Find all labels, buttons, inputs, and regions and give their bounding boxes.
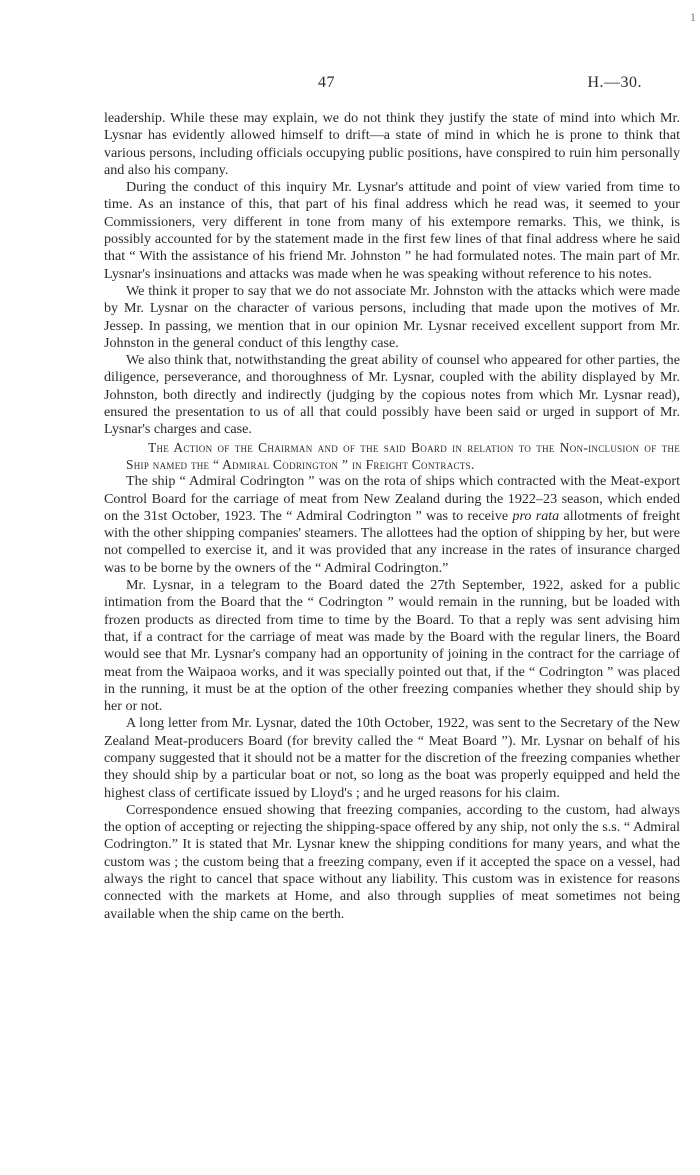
paragraph: We also think that, notwithstanding the great ability of counsel who appeared for other parties, the diligence, perseverance, and thoroughness of Mr. Lysnar, coupled with the ability displayed by Mr. Johnston, both directly and indirectly (judging by the copious notes from which Mr. Lysnar read), ensured the presentation to us of all that could possibly have been said or urged in support of Mr. Lysnar's charges and case. [104, 352, 680, 438]
page-number: 47 [318, 74, 335, 91]
edge-mark: 1 [690, 10, 696, 24]
document-body [104, 110, 680, 923]
paragraph: During the conduct of this inquiry Mr. Lysnar's attitude and point of view varied from time to time. As an instance of this, that part of his final address which he read was, it seemed to your Commissioners, very different in tone from many of his extempore remarks. This, we think, is possibly accounted for by the statement made in the first few lines of that final address where he said that “ With the assistance of his friend Mr. Johnston ” he had formulated notes. The main part of Mr. Lysnar's insinuations and attacks was made when he was speaking without reference to his notes. [104, 179, 680, 282]
paragraph: leadership. While these may explain, we do not think they justify the state of mind into which Mr. Lysnar has evidently allowed himself to drift—a state of mind in which he is prone to think that various persons, including officials occupying public positions, have conspired to ruin him personally and also his company. [104, 110, 680, 178]
paragraph: Mr. Lysnar, in a telegram to the Board dated the 27th September, 1922, asked for a public intimation from the Board that the “ Codrington ” would remain in the running, but be loaded with frozen products as directed from time to time by the Board. To that a reply was sent advising him that, if a contract for the carriage of meat was made by the Board with the regular liners, the Board would see that Mr. Lysnar's company had an opportunity of joining in the contract for the carriage of meat from the Waipaoa works, and it was specially pointed out that, if the “ Codrington ” was placed in the running, it must be at the option of the other freezing companies whether they should ship by her or not. [104, 577, 680, 715]
paragraph: Correspondence ensued showing that freezing companies, according to the custom, had always the option of accepting or rejecting the shipping-space offered by any ship, not only the s.s. “ Admiral Codrington.” It is stated that Mr. Lysnar knew the shipping conditions for many years, and what the custom was ; the custom being that a freezing company, even if it accepted the space on a vessel, had always the right to cancel that space without any liability. This custom was in existence for reasons connected with the markets at Home, and also through supplies of meat sometimes not being available when the ship came on the berth. [104, 801, 680, 922]
italic-term: pro rata [512, 507, 560, 524]
section-heading: The Action of the Chairman and of the said Board in relation to the Non-inclusion of the Ship named the “ Admiral Codrington ” in Freight Contracts. [126, 439, 680, 472]
paragraph: A long letter from Mr. Lysnar, dated the 10th October, 1922, was sent to the Secretary of the New Zealand Meat-producers Board (for brevity called the “ Meat Board ”). Mr. Lysnar on behalf of his company suggested that it should not be a matter for the discretion of the freezing companies whether they should ship by a particular boat or not, so long as the boat was properly equipped and held the highest class of certificate issued by Lloyd's ; and he urged reasons for his claim. [104, 715, 680, 801]
paragraph-text: allotments of freight with the other shipping companies' steamers. The allottees had the option of shipping by her, but were not compelled to exercise it, and it was provided that any increase in the rates of insurance charged was to be borne by the owners of the “ Admiral Codrington.” [104, 507, 681, 576]
document-reference: H.—30. [587, 74, 642, 91]
paragraph [104, 473, 680, 577]
paragraph: We think it proper to say that we do not associate Mr. Johnston with the attacks which were made by Mr. Lysnar on the character of various persons, including that made upon the motives of Mr. Jessep. In passing, we mention that in our opinion Mr. Lysnar received excellent support from Mr. Johnston in the general conduct of this lengthy case. [104, 282, 680, 351]
paragraph-text: The ship “ Admiral Codrington ” was on the rota of ships which contracted with the Meat-export Control Board for the carriage of meat from New Zealand during the 1922–23 season, which ended on the 31st October, 1923. The “ Admiral Codrington ” was to receive [104, 473, 680, 524]
